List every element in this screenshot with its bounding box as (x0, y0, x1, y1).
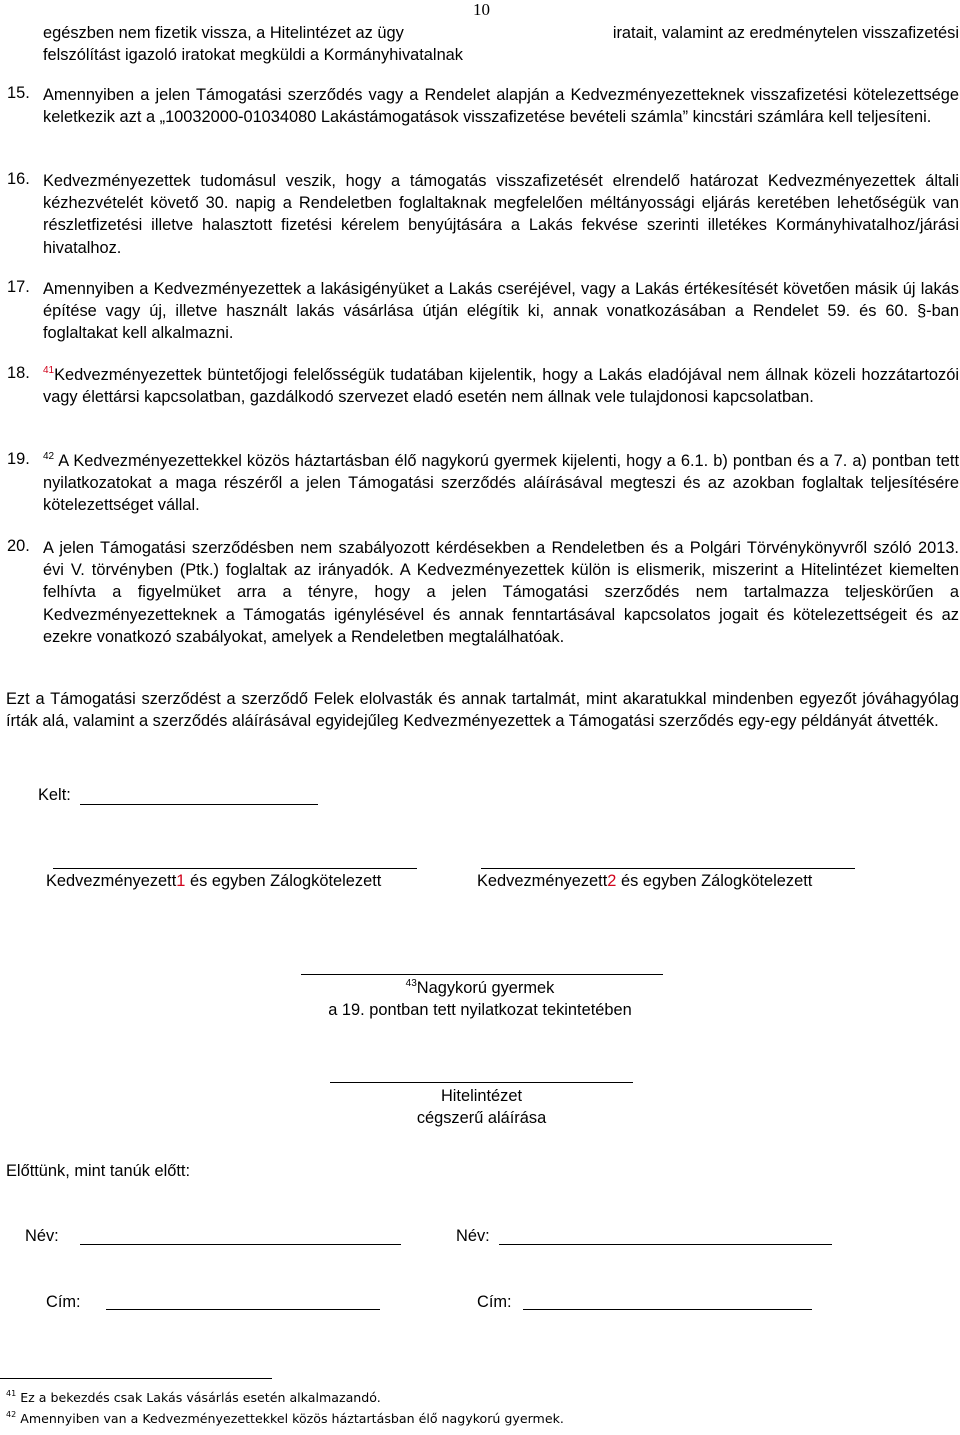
kelt-label: Kelt: (38, 786, 71, 804)
footnote-number: 42 (6, 1410, 17, 1419)
clause-15 (7, 84, 959, 128)
clause-17 (7, 278, 959, 345)
signature-label-line-2: cégszerű aláírása (416, 1109, 547, 1127)
signature-line-beneficiary-2[interactable] (481, 868, 855, 869)
clause-text-body: A Kedvezményezettekkel közös háztartásban élő nagykorú gyermek kijelenti, hogy a 6.1. b) pontban és a 7. a) pontban tett nyilatkozatokat a maga részéről a jelen Támogatási szerződés aláírásával megteszi és az azokban foglaltak teljesítésére kötelezettséget vállal. (43, 452, 959, 515)
clause-number: 20. (7, 537, 30, 555)
signature-label-line-1: Hitelintézet (440, 1087, 523, 1105)
clause-number: 17. (7, 278, 30, 296)
signature-label-prefix: Kedvezményezett (477, 872, 608, 890)
clause-20 (7, 537, 959, 648)
witness-1-address-line[interactable] (106, 1309, 380, 1310)
signature-line-bank[interactable] (330, 1082, 633, 1083)
signature-label-line-1: Nagykorú gyermek (416, 979, 555, 997)
continuation-paragraph (43, 22, 959, 66)
witness-1-name-line[interactable] (80, 1244, 401, 1245)
footnote-ref-42: 42 (43, 451, 55, 462)
footnote-ref-43: 43 (405, 978, 417, 989)
signature-label-line-2: a 19. pontban tett nyilatkozat tekintetében (328, 1001, 632, 1019)
clause-text: Amennyiben a jelen Támogatási szerződés vagy a Rendelet alapján a Kedvezményezetteknek visszafizetési kötelezettsége keletkezik azt a „10032000-01034080 Lakástámogatások visszafizetése bevételi számla” kincstári számlára kell teljesíteni. (43, 86, 959, 127)
page-number: 10 (473, 0, 490, 19)
clause-text-body: Kedvezményezettek büntetőjogi felelősségük tudatában kijelentik, hogy a Lakás eladójával nem állnak közeli hozzátartozói vagy élettársi kapcsolatban, gazdálkodó szervezet eladó esetén nem állnak vele tulajdonosi kapcsolatban. (43, 366, 959, 407)
continuation-line-2: felszólítást igazoló iratokat megküldi a Kormányhivatalnak (43, 46, 463, 64)
witness-2-address-line[interactable] (523, 1309, 812, 1310)
clause-text: Amennyiben a Kedvezményezettek a lakásigényüket a Lakás cseréjével, vagy a Lakás értékesítését követően másik új lakás építése vagy új, illetve használt lakás vásárlása útján elégítik ki, annak vonatkozásában a Rendelet 59. és 60. §-ban foglaltakat kell alkalmazni. (43, 280, 959, 343)
clause-18 (7, 364, 959, 408)
signature-label-suffix: és egyben Zálogkötelezett (616, 872, 813, 890)
footnote-41 (6, 1390, 381, 1405)
clause-text (43, 450, 959, 517)
signature-line-beneficiary-1[interactable] (53, 868, 417, 869)
witnesses-heading: Előttünk, mint tanúk előtt: (6, 1162, 191, 1180)
footnote-separator (0, 1378, 272, 1379)
signature-label-prefix: Kedvezményezett (46, 872, 177, 890)
clause-19 (7, 450, 959, 517)
kelt-date-line[interactable] (80, 804, 318, 805)
signature-label-number: 1 (176, 872, 186, 890)
signature-label-adult-child (290, 977, 670, 1021)
signature-label-bank (330, 1085, 633, 1129)
witness-2-name-line[interactable] (499, 1244, 832, 1245)
clause-number: 16. (7, 170, 30, 188)
clause-text (43, 364, 959, 408)
witness-2-name-label: Név: (456, 1227, 490, 1245)
witness-1-name-label: Név: (25, 1227, 59, 1245)
witness-1-address-label: Cím: (46, 1293, 81, 1311)
clause-text: Kedvezményezettek tudomásul veszik, hogy a támogatás visszafizetését elrendelő határozat Kedvezményezettek általi kézhezvételét követő 30. napig a Rendeletben foglaltaknak megfelelően méltányossági eljárás keretében lehetőségük van részletfizetési illetve halasztott fizetési kérelem benyújtására a Lakás fekvése szerinti illetékes Kormányhivatalhoz/járási hivatalhoz. (43, 172, 959, 257)
continuation-line-1-right: iratait, valamint az eredménytelen visszafizetési (612, 24, 959, 42)
footnote-ref-41: 41 (43, 365, 55, 376)
footnote-text: Amennyiben van a Kedvezményezettekkel közös háztartásban élő nagykorú gyermek. (20, 1411, 564, 1426)
witness-2-address-label: Cím: (477, 1293, 512, 1311)
continuation-line-1-left: egészben nem fizetik vissza, a Hitelintézet az ügy (43, 24, 404, 42)
footnote-number: 41 (6, 1389, 17, 1398)
footnote-text: Ez a bekezdés csak Lakás vásárlás esetén alkalmazandó. (20, 1390, 381, 1405)
signature-label-beneficiary-2 (477, 872, 812, 891)
clause-16 (7, 170, 959, 259)
signature-label-beneficiary-1 (46, 872, 381, 891)
signature-line-adult-child[interactable] (301, 974, 663, 975)
signature-label-number: 2 (607, 872, 617, 890)
clause-number: 18. (7, 364, 30, 382)
clause-number: 19. (7, 450, 30, 468)
closing-paragraph: Ezt a Támogatási szerződést a szerződő Felek elolvasták és annak tartalmát, mint akaratukkal mindenben egyezőt jóváhagyólag írták alá, valamint a szerződés aláírásával egyidejűleg Kedvezményezettek a Támogatási szerződés egy-egy példányát átvették. (6, 690, 959, 731)
clause-number: 15. (7, 84, 30, 102)
clause-text: A jelen Támogatási szerződésben nem szabályozott kérdésekben a Rendeletben és a Polgári Törvénykönyvről szóló 2013. évi V. törvényben (Ptk.) foglaltak az irányadók. A Kedvezményezettek külön is elismerik, miszerint a Hitelintézet kiemelten felhívta a figyelmüket arra a tényre, hogy a jelen Támogatási szerződés nem tartalmazza teljeskörűen a Kedvezményezetteknek a Támogatás igénylésével és annak fenntartásával kapcsolatos jogait és kötelezettségeit és az ezekre vonatkozó szabályokat, amelyek a Rendeletben megtalálhatóak. (43, 539, 959, 646)
signature-label-suffix: és egyben Zálogkötelezett (185, 872, 382, 890)
footnote-42 (6, 1411, 564, 1426)
